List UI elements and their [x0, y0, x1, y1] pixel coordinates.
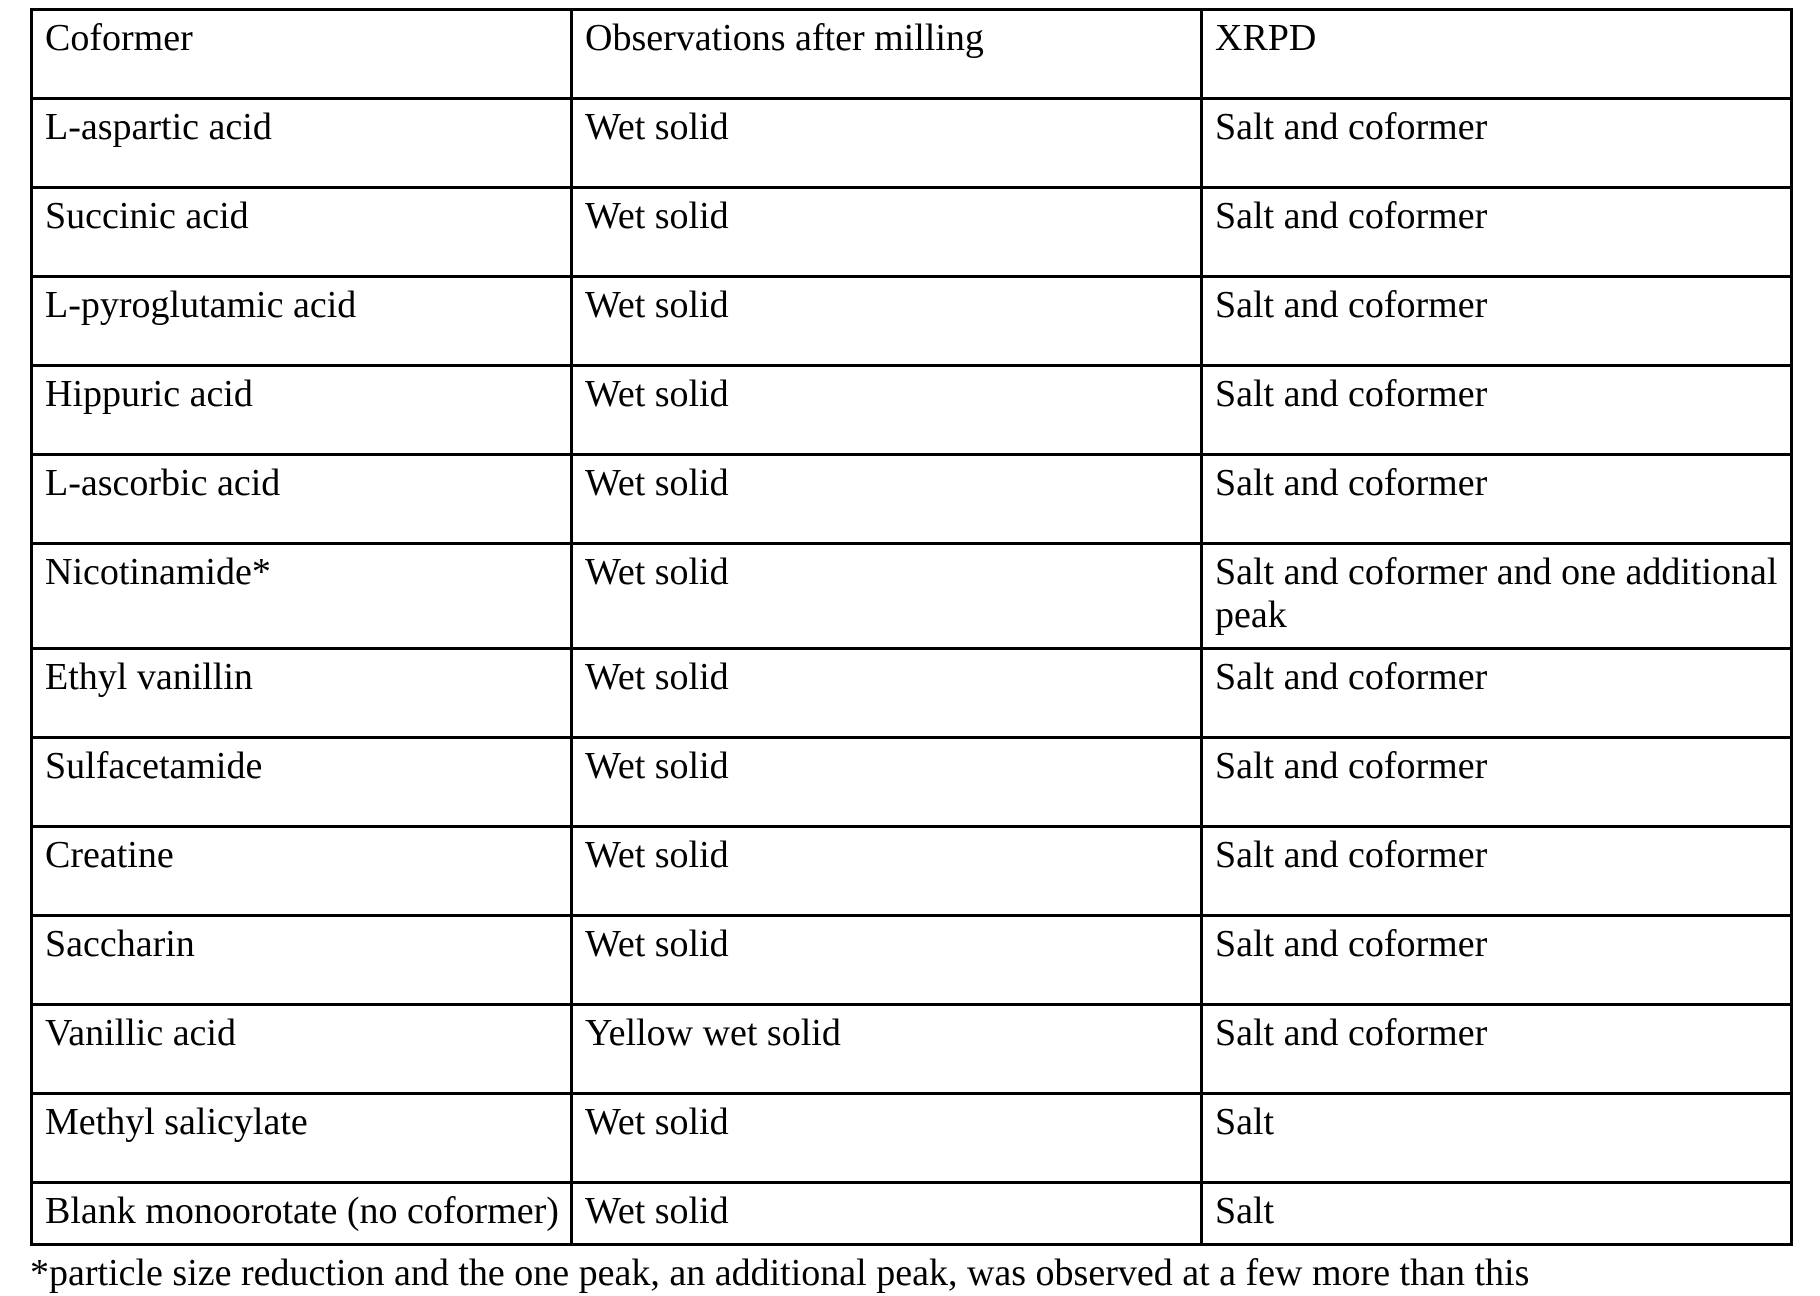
table-row — [32, 1004, 1792, 1093]
table-body — [32, 10, 1792, 1245]
cell-xrpd: Salt and coformer and one additional peak — [1202, 544, 1792, 649]
cell-observation: Wet solid — [572, 455, 1202, 544]
cell-observation: Wet solid — [572, 737, 1202, 826]
cell-xrpd: Salt and coformer — [1202, 277, 1792, 366]
cell-xrpd: Salt — [1202, 1093, 1792, 1182]
cell-coformer: Ethyl vanillin — [32, 648, 572, 737]
cell-coformer: Creatine — [32, 826, 572, 915]
cell-xrpd: Salt and coformer — [1202, 455, 1792, 544]
cell-coformer: Saccharin — [32, 915, 572, 1004]
cell-coformer: Sulfacetamide — [32, 737, 572, 826]
cell-coformer: Nicotinamide* — [32, 544, 572, 649]
cell-observation: Wet solid — [572, 915, 1202, 1004]
column-header-xrpd: XRPD — [1202, 10, 1792, 99]
table-row — [32, 188, 1792, 277]
table-row — [32, 737, 1792, 826]
cell-xrpd: Salt and coformer — [1202, 99, 1792, 188]
cell-coformer: Methyl salicylate — [32, 1093, 572, 1182]
cell-xrpd: Salt and coformer — [1202, 826, 1792, 915]
table-row — [32, 99, 1792, 188]
cell-xrpd: Salt and coformer — [1202, 366, 1792, 455]
column-header-coformer: Coformer — [32, 10, 572, 99]
cell-xrpd: Salt and coformer — [1202, 188, 1792, 277]
table-footnote: *particle size reduction and the one peak, an additional peak, was observed at a few more than this — [30, 1251, 1530, 1294]
cell-observation: Wet solid — [572, 1093, 1202, 1182]
cell-observation: Yellow wet solid — [572, 1004, 1202, 1093]
cell-observation: Wet solid — [572, 188, 1202, 277]
cell-observation: Wet solid — [572, 1182, 1202, 1244]
cell-xrpd: Salt and coformer — [1202, 1004, 1792, 1093]
table-row — [32, 648, 1792, 737]
cell-observation: Wet solid — [572, 544, 1202, 649]
table-header-row — [32, 10, 1792, 99]
table-row — [32, 455, 1792, 544]
table-row — [32, 277, 1792, 366]
cell-observation: Wet solid — [572, 826, 1202, 915]
cell-observation: Wet solid — [572, 366, 1202, 455]
cell-coformer: L-ascorbic acid — [32, 455, 572, 544]
cell-observation: Wet solid — [572, 99, 1202, 188]
table-row — [32, 1182, 1792, 1244]
coformer-results-table — [30, 8, 1793, 1246]
cell-coformer: L-aspartic acid — [32, 99, 572, 188]
cell-observation: Wet solid — [572, 648, 1202, 737]
table-row — [32, 1093, 1792, 1182]
cell-coformer: Blank monoorotate (no coformer) — [32, 1182, 572, 1244]
column-header-observations: Observations after milling — [572, 10, 1202, 99]
cell-coformer: Succinic acid — [32, 188, 572, 277]
cell-coformer: Hippuric acid — [32, 366, 572, 455]
table-row — [32, 544, 1792, 649]
table-row — [32, 915, 1792, 1004]
cell-coformer: L-pyroglutamic acid — [32, 277, 572, 366]
table-row — [32, 826, 1792, 915]
cell-observation: Wet solid — [572, 277, 1202, 366]
cell-xrpd: Salt and coformer — [1202, 915, 1792, 1004]
cell-coformer: Vanillic acid — [32, 1004, 572, 1093]
cell-xrpd: Salt and coformer — [1202, 737, 1792, 826]
table-row — [32, 366, 1792, 455]
cell-xrpd: Salt — [1202, 1182, 1792, 1244]
cell-xrpd: Salt and coformer — [1202, 648, 1792, 737]
